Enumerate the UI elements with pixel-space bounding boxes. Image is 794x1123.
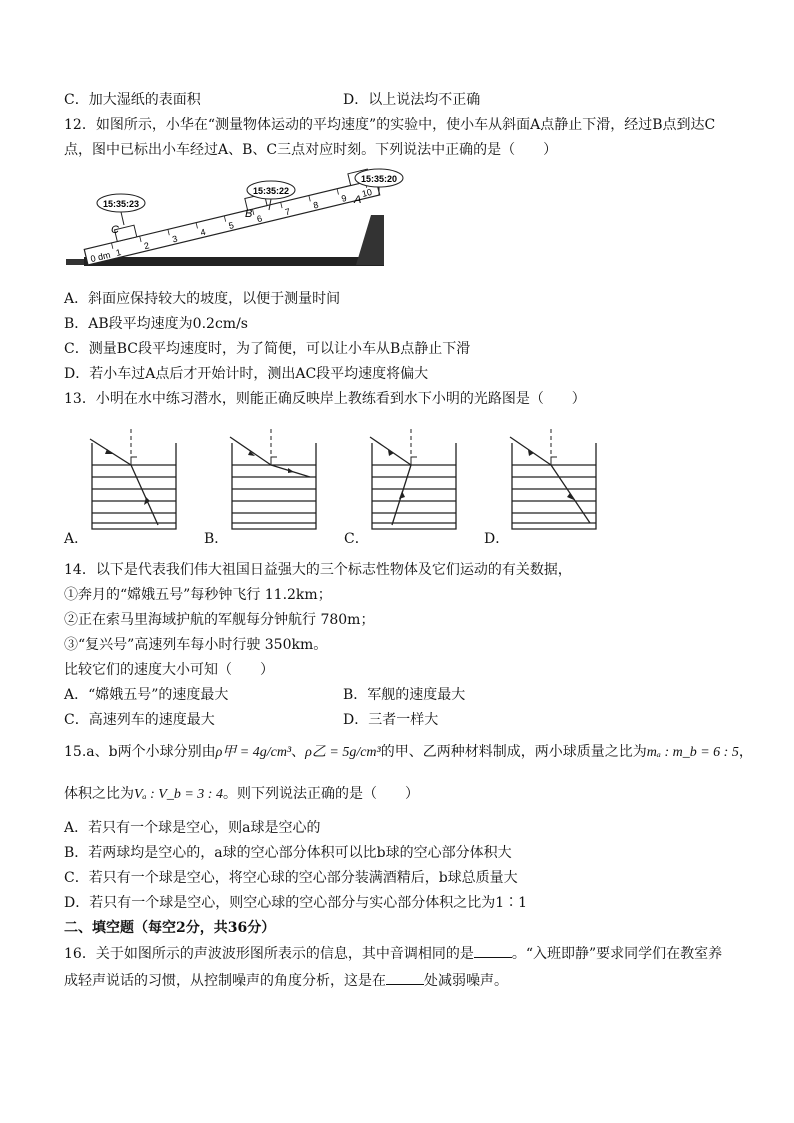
q11-option-c: C．加大湿纸的表面积 bbox=[64, 92, 201, 108]
q16-line1-b: 。“入班即静”要求同学们在教室养 bbox=[511, 946, 723, 962]
q16-line2-b: 处减弱噪声。 bbox=[424, 973, 508, 989]
q13-diagram-d bbox=[504, 425, 604, 537]
q14-item-3: ③“复兴号”高速列车每小时行驶 350km。 bbox=[64, 637, 328, 653]
support-block bbox=[356, 215, 384, 265]
scale-unit: 0 dm bbox=[89, 249, 112, 265]
tick-10: 10 bbox=[360, 186, 373, 199]
q14-option-c: C．高速列车的速度最大 bbox=[64, 712, 215, 728]
q15-stem-part1: 15.a、b两个小球分别由 bbox=[64, 744, 216, 760]
q12-option-d: D．若小车过A点后才开始计时，测出AC段平均速度将偏大 bbox=[64, 366, 429, 382]
q13-diagram-c bbox=[364, 425, 464, 537]
q13-stem: 13．小明在水中练习潜水，则能正确反映岸上教练看到水下小明的光路图是（ ） bbox=[64, 391, 586, 407]
q12-stem-line1: 12．如图所示，小华在“测量物体运动的平均速度”的实验中，使小车从斜面A点静止下滑，经过B点到达C bbox=[64, 117, 716, 133]
q14-item-2: ②正在索马里海域护航的军舰每分钟航行 780m； bbox=[64, 612, 375, 628]
q15-line2-part2: 。则下列说法正确的是（ ） bbox=[222, 786, 419, 802]
q15-stem-line2 bbox=[64, 784, 419, 805]
q16-blank-1[interactable] bbox=[474, 943, 512, 958]
tick-2: 2 bbox=[143, 240, 151, 252]
section-title: 二、填空题（每空2分，共36分） bbox=[64, 920, 276, 936]
tick-5: 5 bbox=[227, 220, 235, 231]
q15-mass-ratio: mₐ : m_b = 6 : 5 bbox=[646, 745, 739, 760]
clock-c-stem bbox=[121, 212, 124, 225]
base-board bbox=[84, 257, 384, 266]
q15-line2-part1: 体积之比为 bbox=[64, 786, 134, 802]
q12-option-c: C．测量BC段平均速度时，为了简便，可以让小车从B点静止下滑 bbox=[64, 341, 471, 357]
tick-3: 3 bbox=[171, 233, 179, 245]
tick-8: 8 bbox=[312, 199, 320, 211]
label-c: C bbox=[111, 224, 119, 236]
q15-rho2: ρ乙 = 5g/cm³ bbox=[305, 745, 381, 760]
q11-option-d: D．以上说法均不正确 bbox=[343, 92, 481, 108]
tick-9: 9 bbox=[340, 192, 348, 204]
q15-option-b: B．若两球均是空心的，a球的空心部分体积可以比b球的空心部分体积大 bbox=[64, 845, 512, 861]
q13-label-d: D． bbox=[484, 531, 510, 547]
q13-label-c: C． bbox=[344, 531, 369, 547]
q14-option-d: D．三者一样大 bbox=[343, 712, 439, 728]
q12-stem-line2: 点，图中已标出小车经过A、B、C三点对应时刻。下列说法中正确的是（ ） bbox=[64, 142, 558, 158]
q14-stem: 14．以下是代表我们伟大祖国日益强大的三个标志性物体及它们运动的有关数据， bbox=[64, 562, 572, 578]
q15-option-d: D．若只有一个球是空心，则空心球的空心部分与实心部分体积之比为1∶1 bbox=[64, 895, 528, 911]
tick-7: 7 bbox=[284, 206, 292, 218]
q14-option-a: A．“嫦娥五号”的速度最大 bbox=[64, 687, 229, 703]
q12-option-a: A．斜面应保持较大的坡度，以便于测量时间 bbox=[64, 291, 341, 307]
q13-label-a: A． bbox=[64, 531, 89, 547]
q13-diagram-b bbox=[224, 425, 324, 537]
q14-item-1: ①奔月的“嫦娥五号”每秒钟飞行 11.2km； bbox=[64, 587, 332, 603]
q15-stem-line1 bbox=[64, 742, 753, 763]
q13-diagram-a bbox=[84, 425, 184, 537]
q14-ask: 比较它们的速度大小可知（ ） bbox=[64, 662, 274, 678]
time-a: 15:35:20 bbox=[360, 174, 398, 184]
q15-option-c: C．若只有一个球是空心，将空心球的空心部分装满酒精后，b球总质量大 bbox=[64, 870, 518, 886]
q16-line2 bbox=[64, 970, 508, 991]
time-c: 15:35:23 bbox=[102, 199, 140, 209]
base-rod-left bbox=[66, 259, 86, 265]
tick-1: 1 bbox=[114, 247, 123, 258]
q14-option-b: B．军舰的速度最大 bbox=[343, 687, 466, 703]
q15-option-a: A．若只有一个球是空心，则a球是空心的 bbox=[64, 820, 321, 836]
tick-6: 6 bbox=[255, 213, 264, 225]
q16-blank-2[interactable] bbox=[386, 970, 424, 985]
q13-label-b: B． bbox=[204, 531, 229, 547]
q12-incline-figure bbox=[66, 165, 406, 277]
time-b: 15:35:22 bbox=[252, 186, 290, 196]
q16-line2-a: 成轻声说话的习惯，从控制噪声的角度分析，这是在 bbox=[64, 973, 386, 989]
q15-rho1: ρ甲 = 4g/cm³ bbox=[215, 745, 292, 760]
q15-sep: 、 bbox=[291, 744, 306, 760]
q16-line1 bbox=[64, 943, 722, 964]
label-a: A bbox=[354, 194, 362, 206]
q12-option-b: B．AB段平均速度为0.2cm/s bbox=[64, 316, 248, 332]
tick-4: 4 bbox=[199, 226, 207, 238]
q15-stem-end: ， bbox=[738, 744, 753, 760]
q15-vol-ratio: Vₐ : V_b = 3 : 4 bbox=[134, 787, 223, 802]
label-b: B bbox=[245, 208, 253, 220]
q15-stem-part2: 的甲、乙两种材料制成，两小球质量之比为 bbox=[380, 744, 647, 760]
q16-line1-a: 16．关于如图所示的声波波形图所表示的信息，其中音调相同的是 bbox=[64, 946, 474, 962]
